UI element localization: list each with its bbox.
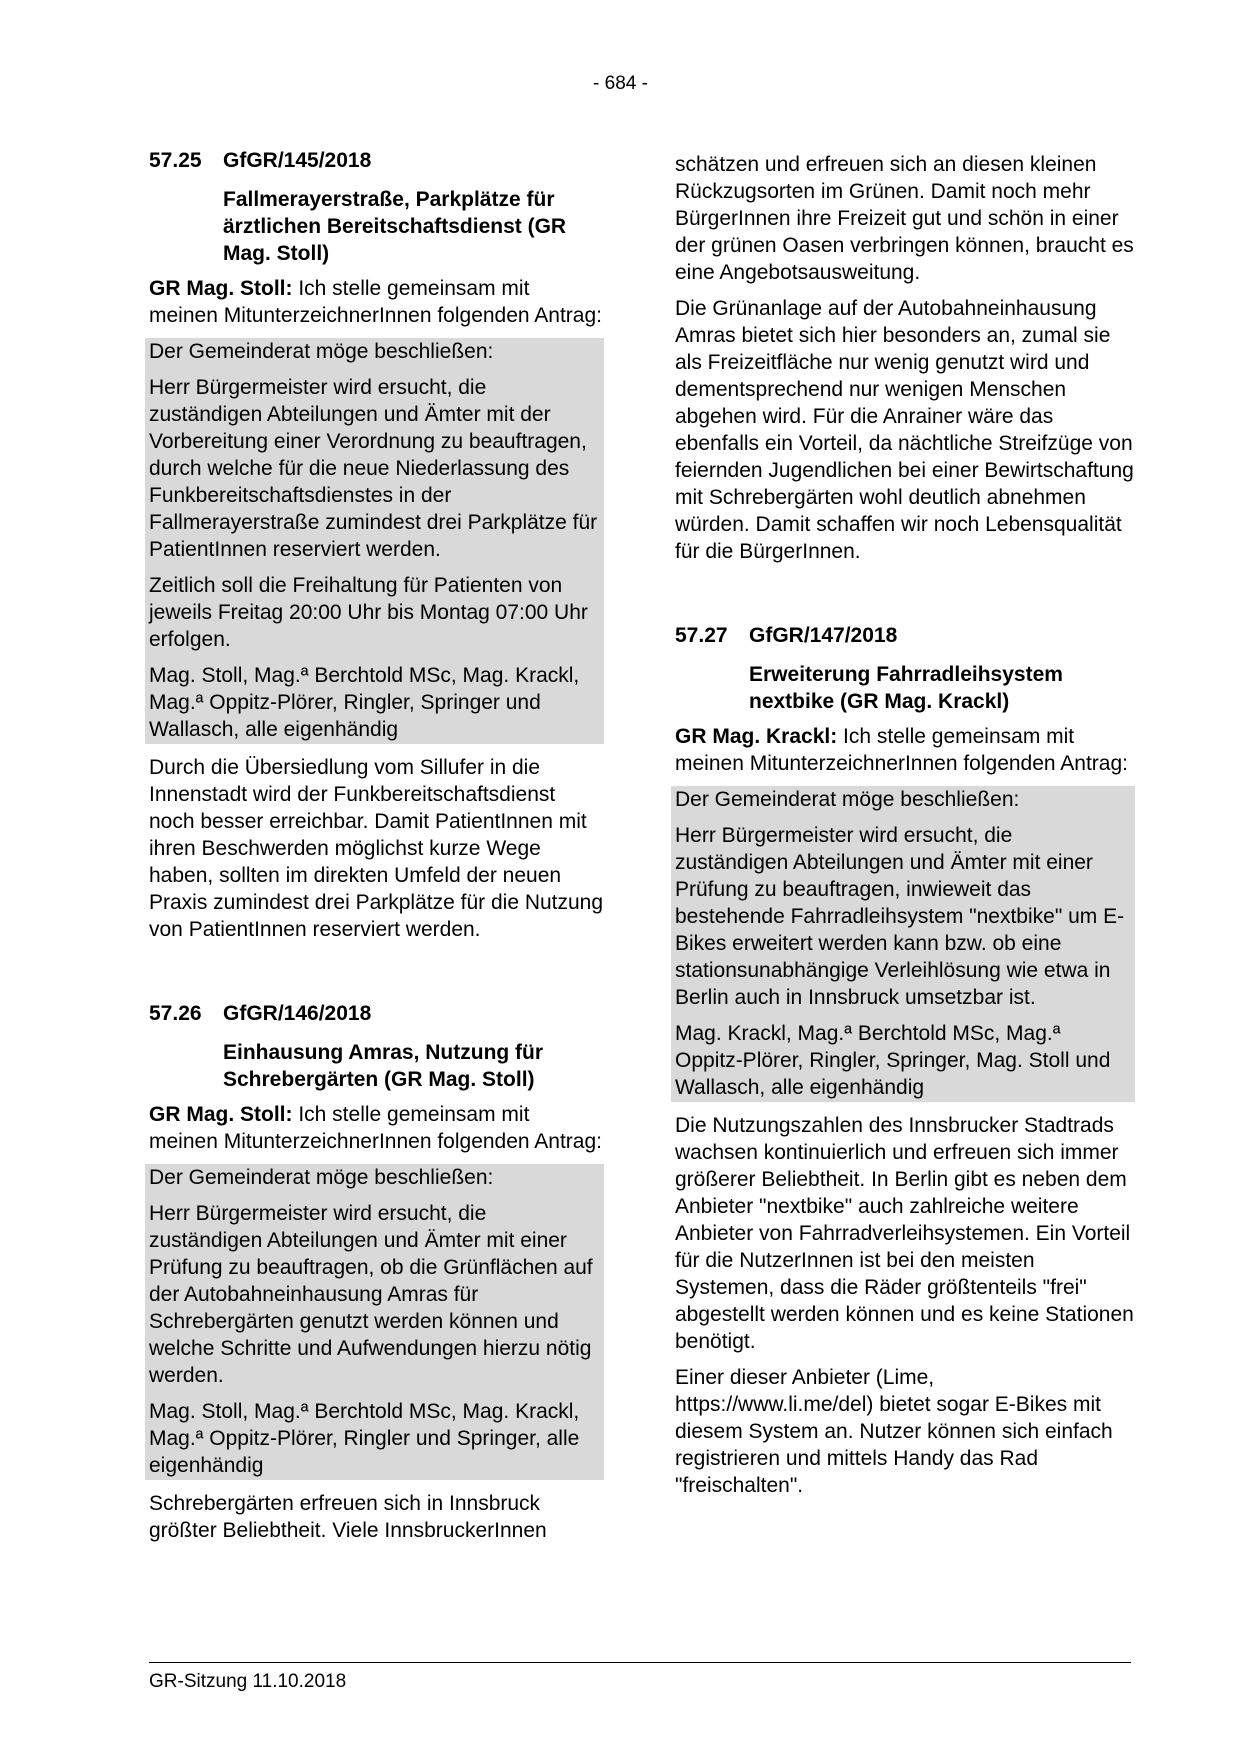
- signatories: Mag. Stoll, Mag.ª Berchtold MSc, Mag. Krackl, Mag.ª Oppitz-Plörer, Ringler und Springer, alle eigenhändig: [149, 1400, 580, 1477]
- motion-heading: Der Gemeinderat möge beschließen:: [675, 788, 1020, 811]
- page-number: - 684 -: [593, 73, 648, 94]
- section-number: 57.27: [675, 624, 728, 647]
- reason-paragraph: Die Nutzungszahlen des Innsbrucker Stadtrads wachsen kontinuierlich und erfreuen sich immer größerer Beliebtheit. In Berlin gibt es neben dem Anbieter "nextbike" auch zahlreiche weitere Anbieter von Fahrradverleihsystemen. Ein Vorteil für die NutzerInnen ist bei den meisten Systemen, dass die Räder größtenteils "frei" abgestellt werden können und es keine Stationen benötigt.: [675, 1114, 1134, 1353]
- section-number: 57.26: [149, 1002, 202, 1025]
- section-title: Fallmerayerstraße, Parkplätze für ärztlichen Bereitschaftsdienst (GR Mag. Stoll): [223, 188, 567, 265]
- motion-text: Herr Bürgermeister wird ersucht, die zuständigen Abteilungen und Ämter mit der Vorbereitung einer Verordnung zu beauftragen, durch welche für die neue Niederlassung des Funkbereitschaftsdienstes in der Fallmerayerstraße zumindest drei Parkplätze für PatientInnen reserviert werden.: [149, 376, 598, 561]
- motion-box: [145, 338, 604, 744]
- section-reference: GfGR/146/2018: [223, 1002, 372, 1025]
- intro-text: Ich stelle gemeinsam mit meinen MitunterzeichnerInnen folgenden Antrag:: [149, 277, 602, 327]
- motion-box: [145, 1164, 604, 1480]
- motion-heading: Der Gemeinderat möge beschließen:: [149, 340, 494, 363]
- intro-paragraph: [675, 723, 1135, 777]
- section-reference: GfGR/147/2018: [749, 624, 898, 647]
- section-reference: GfGR/145/2018: [223, 149, 372, 172]
- speaker-name: GR Mag. Krackl:: [675, 725, 838, 748]
- motion-heading: Der Gemeinderat möge beschließen:: [149, 1166, 494, 1189]
- section-number: 57.25: [149, 149, 202, 172]
- signatories: Mag. Stoll, Mag.ª Berchtold MSc, Mag. Krackl, Mag.ª Oppitz-Plörer, Ringler, Springer und Wallasch, alle eigenhändig: [149, 664, 580, 741]
- intro-paragraph: [149, 275, 604, 329]
- speaker-name: GR Mag. Stoll:: [149, 1103, 293, 1126]
- motion-text: Herr Bürgermeister wird ersucht, die zuständigen Abteilungen und Ämter mit einer Prüfung zu beauftragen, inwieweit das bestehende Fahrradleihsystem "nextbike" um E-Bikes erweitert werden kann bzw. ob eine stationsunabhängige Verleihlösung wie etwa in Berlin auch in Innsbruck umsetzbar ist.: [675, 824, 1125, 1009]
- section-heading: [149, 1000, 604, 1027]
- intro-paragraph: [149, 1101, 604, 1155]
- motion-text: Zeitlich soll die Freihaltung für Patienten von jeweils Freitag 20:00 Uhr bis Montag 07:00 Uhr erfolgen.: [149, 574, 588, 651]
- intro-text: Ich stelle gemeinsam mit meinen MitunterzeichnerInnen folgenden Antrag:: [675, 725, 1128, 775]
- speaker-name: GR Mag. Stoll:: [149, 277, 293, 300]
- motion-text: Herr Bürgermeister wird ersucht, die zuständigen Abteilungen und Ämter mit einer Prüfung zu beauftragen, ob die Grünflächen auf der Autobahneinhausung Amras für Schrebergärten genutzt werden können und welche Schritte und Aufwendungen hierzu nötig werden.: [149, 1202, 593, 1387]
- section-heading: [149, 147, 604, 174]
- intro-text: Ich stelle gemeinsam mit meinen MitunterzeichnerInnen folgenden Antrag:: [149, 1103, 602, 1153]
- continued-paragraph: schätzen und erfreuen sich an diesen kleinen Rückzugsorten im Grünen. Damit noch mehr BürgerInnen ihre Freizeit gut und schön in einer der grünen Oasen verbringen können, braucht es eine Angebotsausweitung.: [675, 153, 1134, 284]
- left-column: [149, 147, 604, 1553]
- reason-paragraph: Einer dieser Anbieter (Lime, https://www.li.me/del) bietet sogar E-Bikes mit diesem System an. Nutzer können sich einfach registrieren und mittels Handy das Rad "freischalten".: [675, 1366, 1113, 1497]
- motion-box: [671, 786, 1135, 1102]
- footer-divider: [149, 1662, 1131, 1663]
- reason-paragraph: Durch die Übersiedlung vom Sillufer in die Innenstadt wird der Funkbereitschaftsdienst noch besser erreichbar. Damit PatientInnen mit ihren Beschwerden möglichst kurze Wege haben, sollten im direkten Umfeld der neuen Praxis zumindest drei Parkplätze für die Nutzung von PatientInnen reserviert werden.: [149, 756, 604, 941]
- reason-paragraph: Schrebergärten erfreuen sich in Innsbruck größter Beliebtheit. Viele InnsbruckerInnen: [149, 1492, 547, 1542]
- section-title: Erweiterung Fahrradleihsystem nextbike (GR Mag. Krackl): [749, 663, 1063, 713]
- section-title: Einhausung Amras, Nutzung für Schrebergärten (GR Mag. Stoll): [223, 1041, 544, 1091]
- signatories: Mag. Krackl, Mag.ª Berchtold MSc, Mag.ª Oppitz-Plörer, Ringler, Springer, Mag. Stoll und Wallasch, alle eigenhändig: [675, 1022, 1111, 1099]
- continued-paragraph: Die Grünanlage auf der Autobahneinhausung Amras bietet sich hier besonders an, zumal sie als Freizeitfläche nur wenig genutzt wird und dementsprechend nur wenigen Menschen abgehen wird. Für die Anrainer wäre das ebenfalls ein Vorteil, da nächtliche Streifzüge von feiernden Jugendlichen bei einer Bewirtschaftung mit Schrebergärten wohl deutlich abnehmen würden. Damit schaffen wir noch Lebensqualität für die BürgerInnen.: [675, 297, 1134, 563]
- footer-text: GR-Sitzung 11.10.2018: [149, 1671, 347, 1692]
- section-heading: [675, 622, 1135, 649]
- right-column: [675, 151, 1135, 1508]
